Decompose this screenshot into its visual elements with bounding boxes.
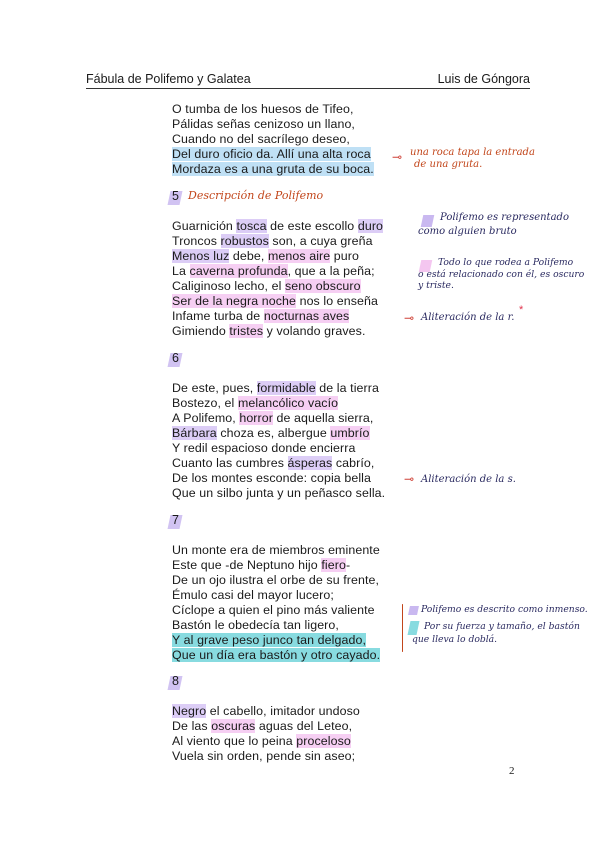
stanza-8 — [172, 704, 360, 764]
page-number: 2 — [509, 765, 515, 777]
header-author: Luis de Góngora — [437, 72, 530, 86]
verse-line: De este, pues, formidable de la tierra — [172, 381, 379, 395]
stanza-4 — [172, 102, 374, 177]
verse-line — [172, 147, 374, 162]
highlight-teal: Y al grave peso junco tan delgado, — [172, 633, 366, 647]
verse-line: A Polifemo, horror de aquella sierra, — [172, 411, 374, 425]
verse-line: Al viento que lo peina proceloso — [172, 734, 351, 748]
verse-line: De los montes esconde: copia bella — [172, 471, 372, 485]
highlight-teal: Que un día era bastón y otro cayado. — [172, 648, 381, 662]
verse-line: Bostezo, el melancólico vacío — [172, 396, 339, 410]
note-aliteracion-s: Aliteración de la s. — [421, 474, 516, 485]
verse-line: Émulo casi del mayor lucero; — [172, 588, 334, 602]
stanza-title-annotation: Descripción de Polifemo — [188, 189, 324, 202]
header-title: Fábula de Polifemo y Galatea — [86, 72, 251, 86]
stanza-6 — [172, 381, 385, 501]
verse-line: Que un silbo junta y un peñasco sella. — [172, 486, 386, 500]
highlight-blue: Del duro oficio da. Allí una alta roca — [172, 147, 371, 161]
verse-line — [172, 648, 380, 663]
verse-line: Bárbara choza es, albergue umbrío — [172, 426, 370, 440]
note-oscuro-2: o está relacionado con él, es oscuro y triste. — [418, 269, 585, 291]
verse-line: Cuando no del sacrílego deseo, — [172, 132, 350, 146]
verse-line: Infame turba de nocturnas aves — [172, 309, 350, 323]
verse-line: Pálidas señas cenizoso un llano, — [172, 117, 355, 131]
verse-line: Gimiendo tristes y volando graves. — [172, 324, 366, 338]
verse-line: Cíclope a quien el pino más valiente — [172, 603, 375, 617]
verse-line: Ser de la negra noche nos lo enseña — [172, 294, 379, 308]
verse-line: Caliginoso lecho, el seno obscuro — [172, 279, 361, 293]
stanza-7 — [172, 543, 380, 663]
stanza-number-5: 5 Descripción de Polifemo — [172, 188, 179, 204]
note-polifemo-bruto-2: como alguien bruto — [418, 226, 517, 237]
stanza-number-8: 8 — [172, 673, 179, 689]
verse-line — [172, 633, 380, 648]
verse-line: De las oscuras aguas del Leteo, — [172, 719, 353, 733]
note-fuerza-2: que lleva lo doblá. — [412, 634, 498, 645]
note-inmenso: Polifemo es descrito como inmenso. — [421, 604, 588, 615]
verse-line: Menos luz debe, menos aire puro — [172, 249, 360, 263]
arrow-icon: ⊸ — [404, 311, 415, 325]
stanza-number-7: 7 — [172, 512, 179, 528]
verse-line: Un monte era de miembros eminente — [172, 543, 380, 557]
verse-line: De un ojo ilustra el orbe de su frente, — [172, 573, 380, 587]
verse-line: Y redil espacioso donde encierra — [172, 441, 356, 455]
arrow-icon: ⊸ — [392, 150, 403, 164]
verse-line: O tumba de los huesos de Tifeo, — [172, 102, 354, 116]
verse-line: Bastón le obedecía tan ligero, — [172, 618, 339, 632]
highlight-blue: Mordaza es a una gruta de su boca. — [172, 162, 374, 176]
note-aliteracion-r: Aliteración de la r. — [421, 312, 515, 323]
note-polifemo-bruto: Polifemo es representado — [440, 212, 569, 223]
note-fuerza: Por su fuerza y tamaño, el bastón — [424, 621, 580, 632]
verse-line: Vuela sin orden, pende sin aseo; — [172, 749, 356, 763]
stanza-5 — [172, 219, 383, 339]
note-oscuro: Todo lo que rodea a Polifemo — [438, 257, 574, 268]
page-header — [86, 72, 530, 89]
verse-line: Troncos robustos son, a cuya greña — [172, 234, 373, 248]
note-roca: una roca tapa la entrada de una gruta. — [410, 147, 535, 170]
verse-line: La caverna profunda, que a la peña; — [172, 264, 375, 278]
verse-line: Este que -de Neptuno hijo fiero- — [172, 558, 351, 572]
stanza-number-6: 6 — [172, 350, 179, 366]
arrow-icon: ⊸ — [404, 472, 415, 486]
verse-line: Negro el cabello, imitador undoso — [172, 704, 360, 718]
bracket-mark — [402, 604, 403, 652]
purple-square-icon — [408, 606, 419, 615]
star-icon: * — [519, 304, 524, 316]
verse-line: Cuanto las cumbres ásperas cabrío, — [172, 456, 375, 470]
verse-line — [172, 162, 374, 177]
verse-line: Guarnición tosca de este escollo duro — [172, 219, 384, 233]
